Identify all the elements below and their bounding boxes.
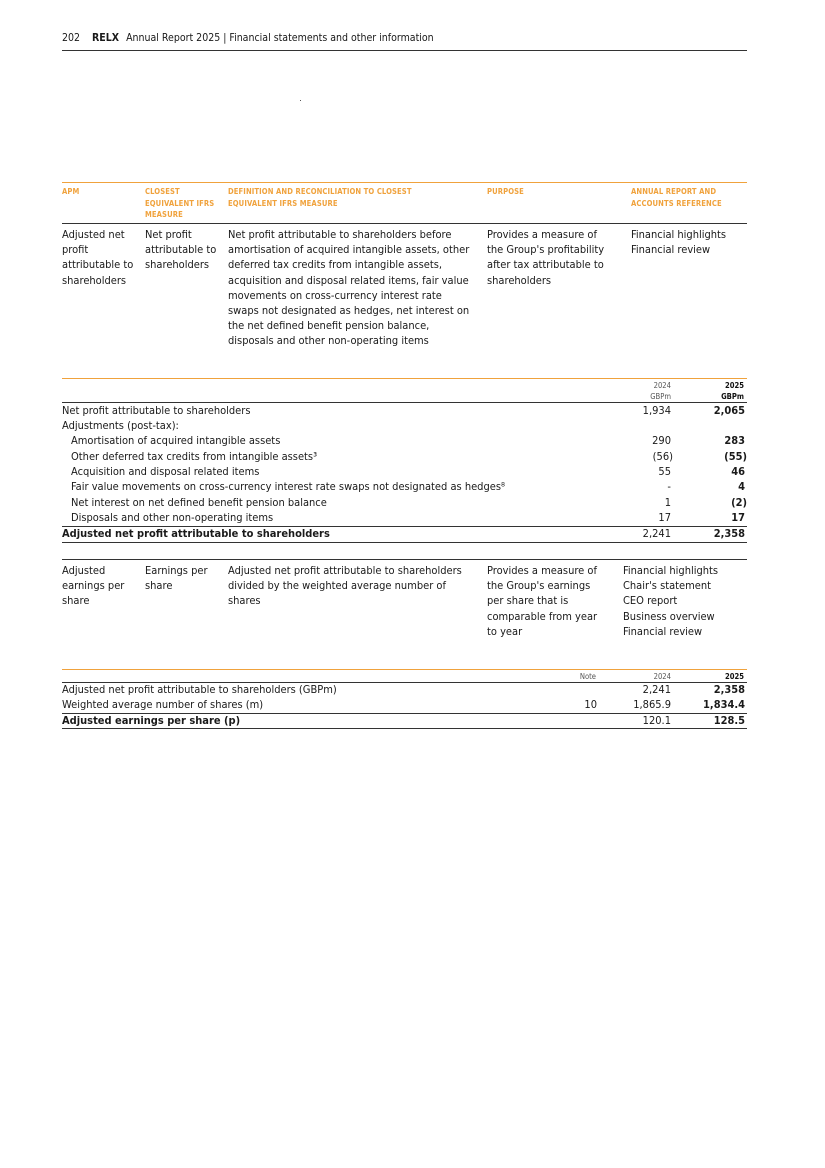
table-row: Acquisition and disposal related items 55 46 <box>71 465 745 478</box>
total-rule <box>62 542 747 543</box>
recon1-top-rule <box>62 378 747 379</box>
reference-item: Financial highlights <box>623 564 719 577</box>
col-purpose: PURPOSE <box>487 187 524 196</box>
reference-list <box>631 227 747 257</box>
table-row: Weighted average number of shares (m) 10 1,865.9 1,834.4 <box>62 698 745 711</box>
stray-dot <box>300 100 301 101</box>
recon2-year-prev: 2024 <box>653 672 671 681</box>
col-apm: APM <box>62 187 80 196</box>
reference-item: Financial review <box>631 243 711 257</box>
reference-item: Financial highlights <box>631 228 727 241</box>
reference-item: Business overview <box>623 609 715 623</box>
table-row: Disposals and other non-operating items 17 17 <box>71 511 745 524</box>
table-row: Net profit attributable to shareholders 1,934 2,065 <box>62 404 745 417</box>
purpose-text: Provides a measure of the Group's earnings per share that is comparable from year to year <box>487 564 598 638</box>
table-row: Other deferred tax credits from intangible assets³ (56) (55) <box>71 450 747 463</box>
total-row: Adjusted earnings per share (p) 120.1 128.5 <box>62 714 745 727</box>
page-header <box>62 32 747 51</box>
brand-name: RELX <box>92 32 120 44</box>
recon2-year-curr: 2025 <box>724 672 744 681</box>
page-number: 202 <box>62 32 81 44</box>
col-reference: ANNUAL REPORT AND ACCOUNTS REFERENCE <box>631 187 722 208</box>
total-rule <box>62 728 747 729</box>
header-rule <box>62 223 747 224</box>
table-row: Amortisation of acquired intangible assets 290 283 <box>71 434 745 447</box>
recon1-year-prev: 2024 GBPm <box>650 381 671 401</box>
col-definition: DEFINITION AND RECONCILIATION TO CLOSEST EQUIVALENT IFRS MEASURE <box>228 187 412 208</box>
reference-item: Chair's statement <box>623 579 712 593</box>
apm-name: Adjusted net profit attributable to shareholders <box>62 228 134 287</box>
recon2-top-rule <box>62 669 747 670</box>
col-ifrs: CLOSEST EQUIVALENT IFRS MEASURE <box>145 187 215 219</box>
definition-text: Net profit attributable to shareholders before amortisation of acquired intangible assets, other deferred tax credits from intangible assets, acquisition and disposal related items, fair value movements on cross-currency interest rate swaps not designated as hedges, net interest on the net defined benefit pension balance, disposals and other non-operating items <box>228 228 470 348</box>
reference-list <box>623 563 747 639</box>
reference-item: Financial review <box>623 624 703 638</box>
recon2-note-header: Note <box>579 672 596 681</box>
table-row: Adjusted net profit attributable to shareholders (GBPm) 2,241 2,358 <box>62 683 745 696</box>
purpose-text: Provides a measure of the Group's profitability after tax attributable to shareholders <box>487 228 605 287</box>
apm-row2-top-rule <box>62 559 747 560</box>
total-row: Adjusted net profit attributable to shareholders 2,241 2,358 <box>62 527 745 540</box>
table-top-rule <box>62 182 747 183</box>
table-row: Net interest on net defined benefit pension balance 1 (2) <box>71 496 747 509</box>
ifrs-measure: Earnings per share <box>145 564 208 593</box>
reference-item: CEO report <box>623 594 678 608</box>
definition-text: Adjusted net profit attributable to shareholders divided by the weighted average number of shares <box>228 564 462 608</box>
table-row: Fair value movements on cross-currency interest rate swaps not designated as hedges⁸ - 4 <box>71 480 745 493</box>
ifrs-measure: Net profit attributable to shareholders <box>145 228 217 272</box>
apm-name: Adjusted earnings per share <box>62 564 125 608</box>
report-title: Annual Report 2025 | Financial statements and other information <box>126 32 434 44</box>
table-row: Adjustments (post-tax): <box>62 419 179 432</box>
recon1-year-curr: 2025 GBPm <box>721 381 744 401</box>
